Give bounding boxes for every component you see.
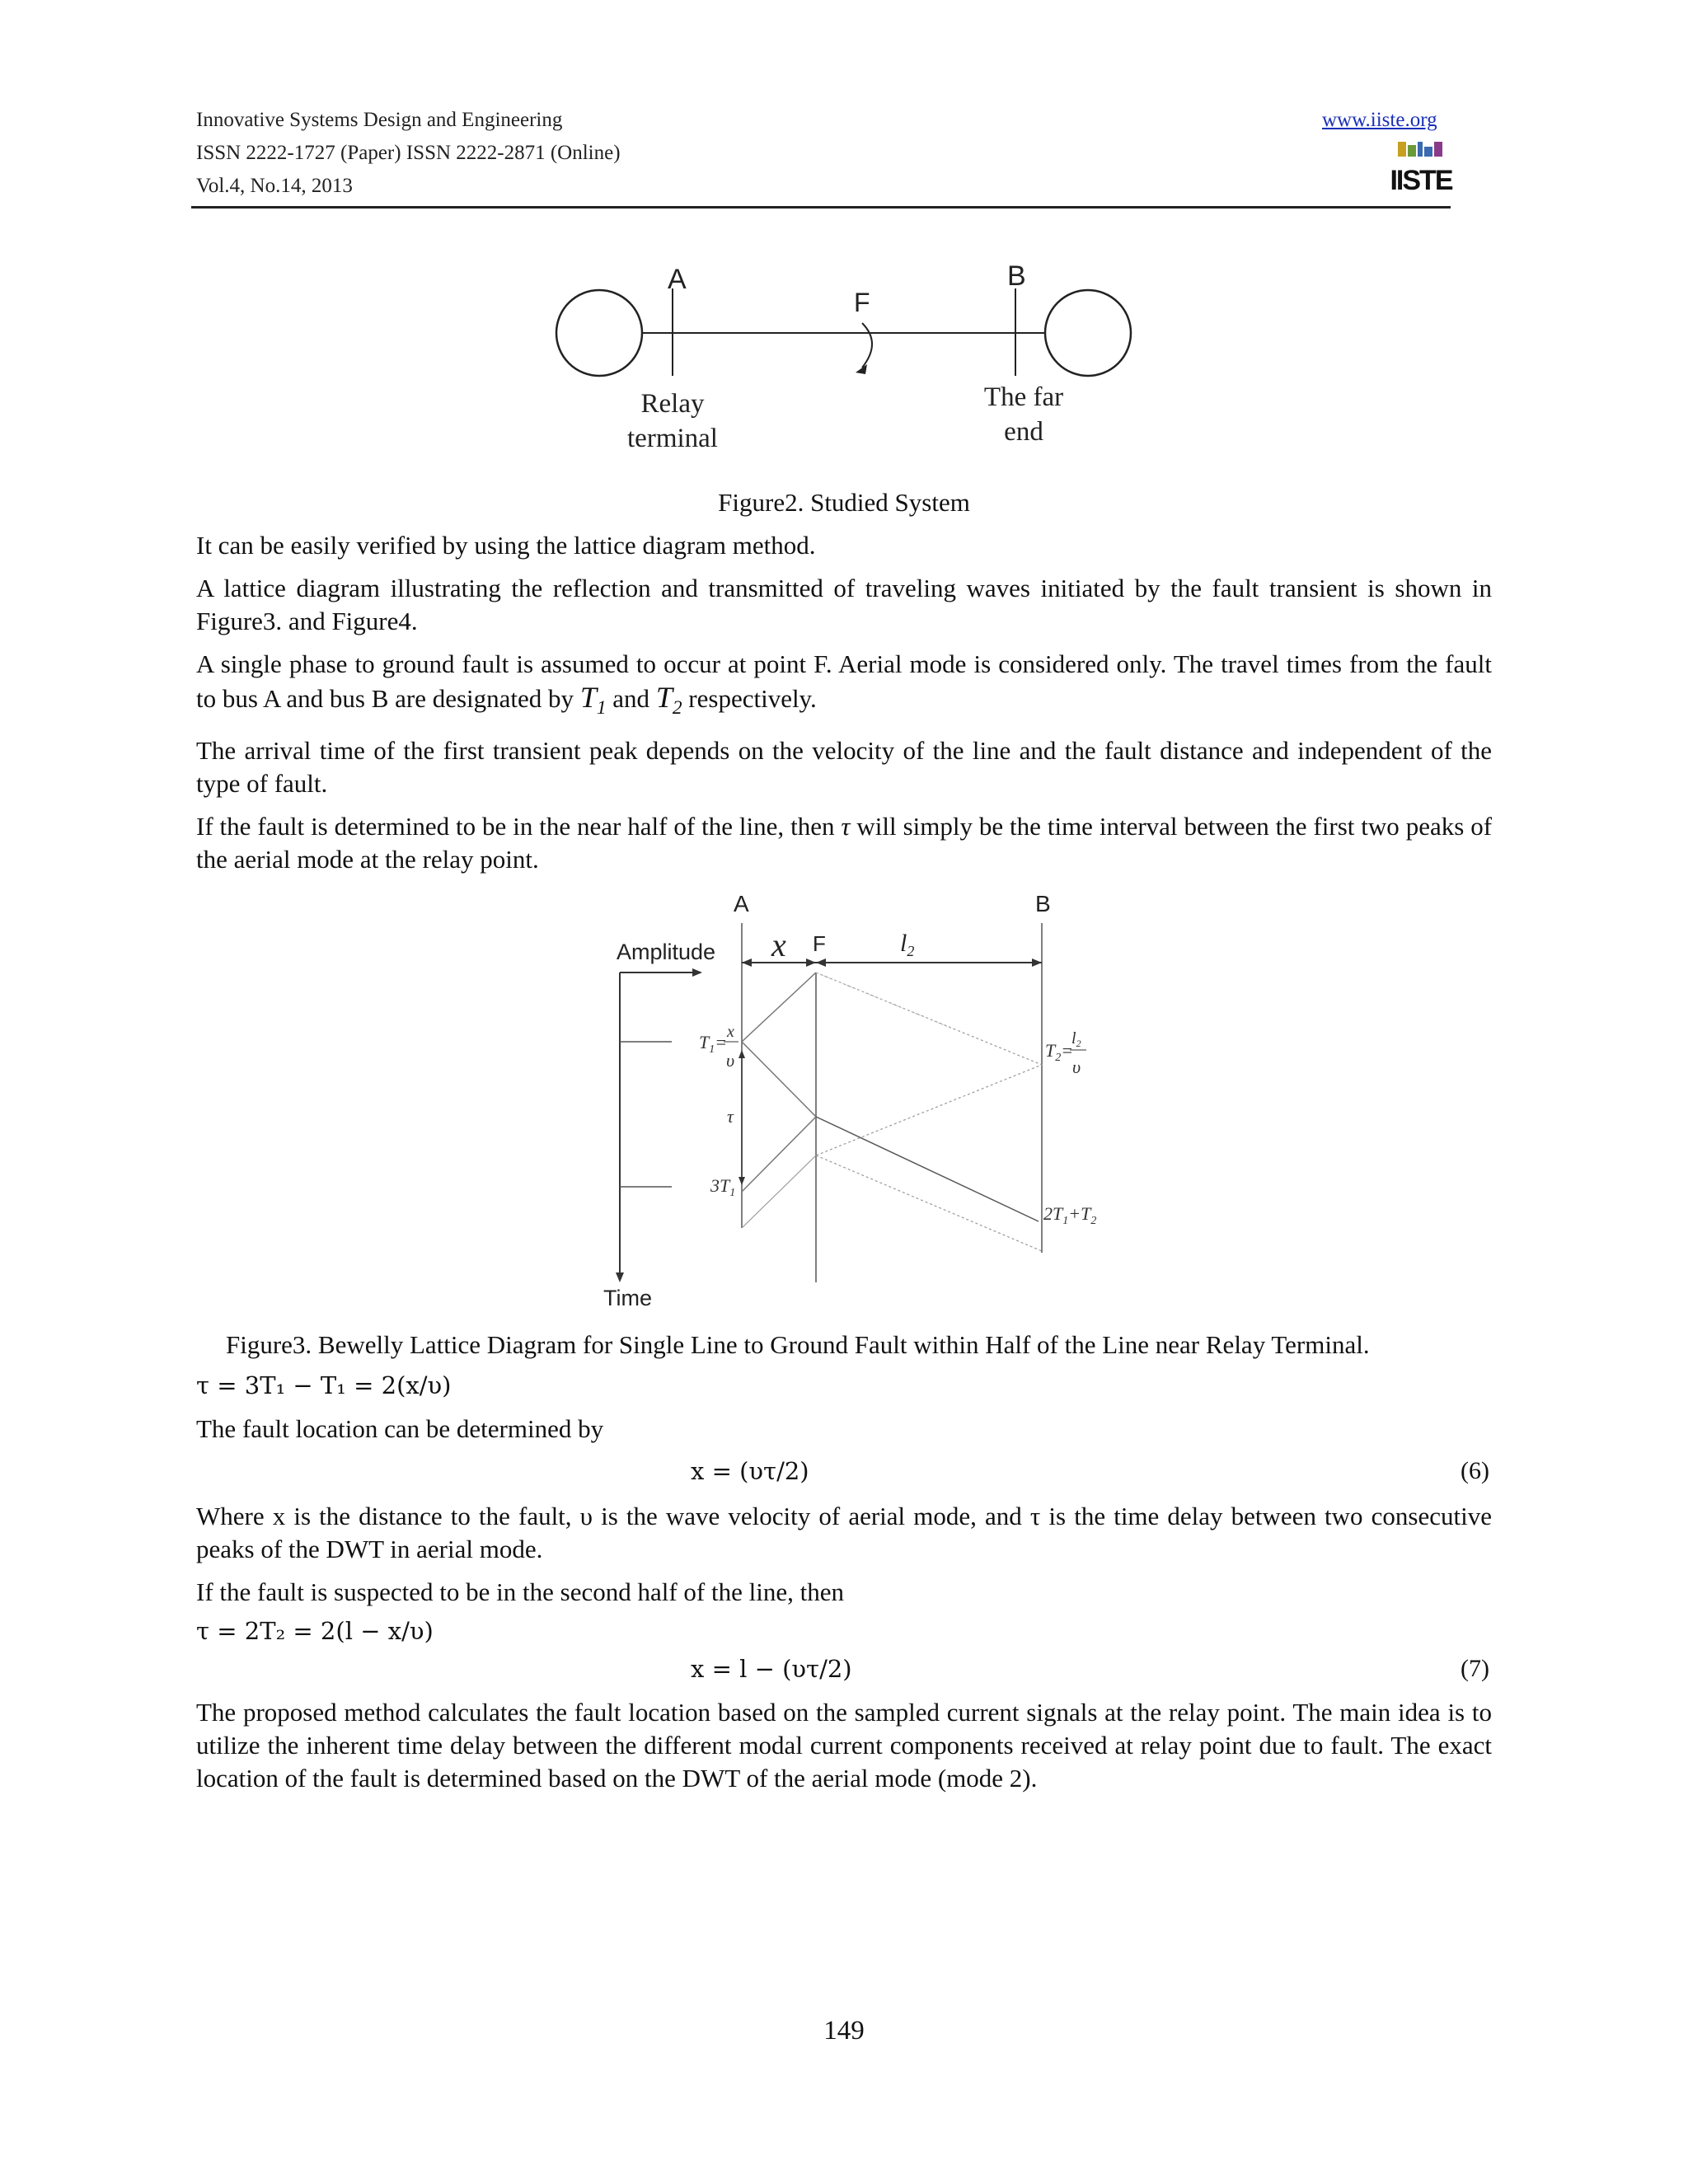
dim-arrow-f-left <box>806 958 816 967</box>
fig3-label-f: F <box>813 931 826 956</box>
lattice-far-path <box>816 972 1042 1155</box>
far-end-label-line1: The far <box>983 382 1064 412</box>
amplitude-arrowhead <box>692 968 702 977</box>
fig2-label-f: F <box>854 288 870 317</box>
paragraph-1: It can be easily verified by using the lattice diagram method. <box>196 531 816 560</box>
fig3-label-a: A <box>734 891 749 916</box>
fault-arrowhead <box>856 364 867 374</box>
figure2-caption: Figure2. Studied System <box>718 488 970 517</box>
t1-denominator: υ <box>726 1050 735 1071</box>
respectively-word: respectively. <box>688 684 817 713</box>
paragraph-5-text-a: If the fault is determined to be in the near half of the line, then <box>196 812 835 841</box>
figure2-studied-system <box>544 247 1154 462</box>
tau-near-equation: τ = 3T₁ − T₁ = 2(x/υ) <box>196 1371 452 1399</box>
tau-far-equation: τ = 2T₂ = 2(l − x/υ) <box>196 1617 434 1645</box>
time-label: Time <box>603 1286 652 1310</box>
three-t1-label: $3T_1$ <box>710 1175 736 1199</box>
t2-denominator: υ <box>1072 1057 1081 1077</box>
tau-label: τ <box>727 1106 734 1127</box>
final-paragraph: The proposed method calculates the fault location based on the sampled current signals at the relay point. The main idea is to utilize the inherent time delay between the different modal current components received at relay point due to fault. The exact location of the fault is determined based on the DWT of the aerial mode (mode 2). <box>196 1698 1492 1793</box>
paragraph-4: The arrival time of the first transient peak depends on the velocity of the line and the fault distance and independent of the type of fault. <box>196 736 1492 799</box>
fig2-label-b: B <box>1007 260 1026 292</box>
paragraph-2: A lattice diagram illustrating the reflection and transmitted of traveling waves initiated by the fault transient is shown in Figure3. and Figure4. <box>196 574 1492 635</box>
header-rule <box>191 206 1451 209</box>
figure3-caption: Figure3. Bewelly Lattice Diagram for Single Line to Ground Fault within Half of the Line near Relay Terminal. <box>226 1330 1370 1359</box>
iiste-logo-graphic <box>1390 138 1452 198</box>
website-link[interactable]: www.iiste.org <box>1322 109 1437 131</box>
svg-text:IISTE: IISTE <box>1390 165 1452 196</box>
fig3-label-b: B <box>1035 891 1051 916</box>
dim-arrow-a <box>742 958 752 967</box>
paragraph-3 <box>196 648 1492 724</box>
amplitude-label: Amplitude <box>617 940 716 964</box>
dim-arrow-b <box>1032 958 1042 967</box>
figure3-lattice-diagram <box>577 882 1121 1327</box>
lattice-near-path <box>742 972 816 1192</box>
equation-7-number: (7) <box>1461 1655 1489 1682</box>
equation-6-number: (6) <box>1461 1457 1489 1484</box>
far-end-label-line2: end <box>1004 417 1043 447</box>
source-b-circle <box>1045 290 1131 376</box>
journal-title: Innovative Systems Design and Engineering <box>196 109 563 131</box>
issn-line: ISSN 2222-1727 (Paper) ISSN 2222-2871 (Online) <box>196 142 621 164</box>
page-number: 149 <box>823 2016 865 2046</box>
relay-label-line1: Relay <box>640 389 705 419</box>
two-t1-plus-t2-label: $2T_1+T_2$ <box>1043 1203 1097 1227</box>
dim-arrow-f-right <box>816 958 826 967</box>
t2-label: $T_2=$ <box>1045 1040 1074 1064</box>
and-word: and <box>612 684 650 713</box>
t2-numerator: $l_2$ <box>1071 1029 1081 1049</box>
volume-line: Vol.4, No.14, 2013 <box>196 175 353 197</box>
second-half-paragraph: If the fault is suspected to be in the second half of the line, then <box>196 1577 844 1606</box>
paragraph-3-text: A single phase to ground fault is assumed to occur at point F. Aerial mode is considered only. The travel times from the fault to bus A and bus B are designated by <box>196 649 1492 713</box>
tau-arrow-up <box>738 1050 745 1058</box>
tau-symbol: τ <box>841 812 851 841</box>
relay-label-line2: terminal <box>627 424 718 453</box>
source-a-circle <box>556 290 642 376</box>
fig2-label-a: A <box>668 264 687 295</box>
time-arrowhead <box>616 1272 624 1282</box>
lattice-reflected-a <box>742 1155 816 1228</box>
body-paragraphs <box>196 529 1492 876</box>
fault-location-intro: The fault location can be determined by <box>196 1414 604 1443</box>
equation-7: x = l − (υτ/2) <box>691 1655 852 1683</box>
t1-label: $T_1=$ <box>699 1032 728 1056</box>
t1-numerator: x <box>727 1023 734 1041</box>
fault-arc <box>862 323 872 368</box>
t1-symbol: $T_1$ <box>579 681 607 719</box>
fig3-label-x: x <box>771 926 786 963</box>
fig3-label-l2: $l_2$ <box>900 930 915 959</box>
where-paragraph: Where x is the distance to the fault, υ is the wave velocity of aerial mode, and τ is the time delay between two consecutive peaks of the DWT in aerial mode. <box>196 1502 1492 1563</box>
equation-6: x = (υτ/2) <box>691 1457 809 1485</box>
iiste-logo <box>1390 138 1452 198</box>
paragraph-5-text-b: will simply be the time interval between the first two peaks of the aerial mode at the relay point. <box>196 812 1493 874</box>
tau-arrow-down <box>738 1177 745 1185</box>
t2-symbol: $T_2$ <box>655 681 682 719</box>
lattice-guide <box>816 972 956 1030</box>
paragraph-5 <box>196 810 1492 876</box>
